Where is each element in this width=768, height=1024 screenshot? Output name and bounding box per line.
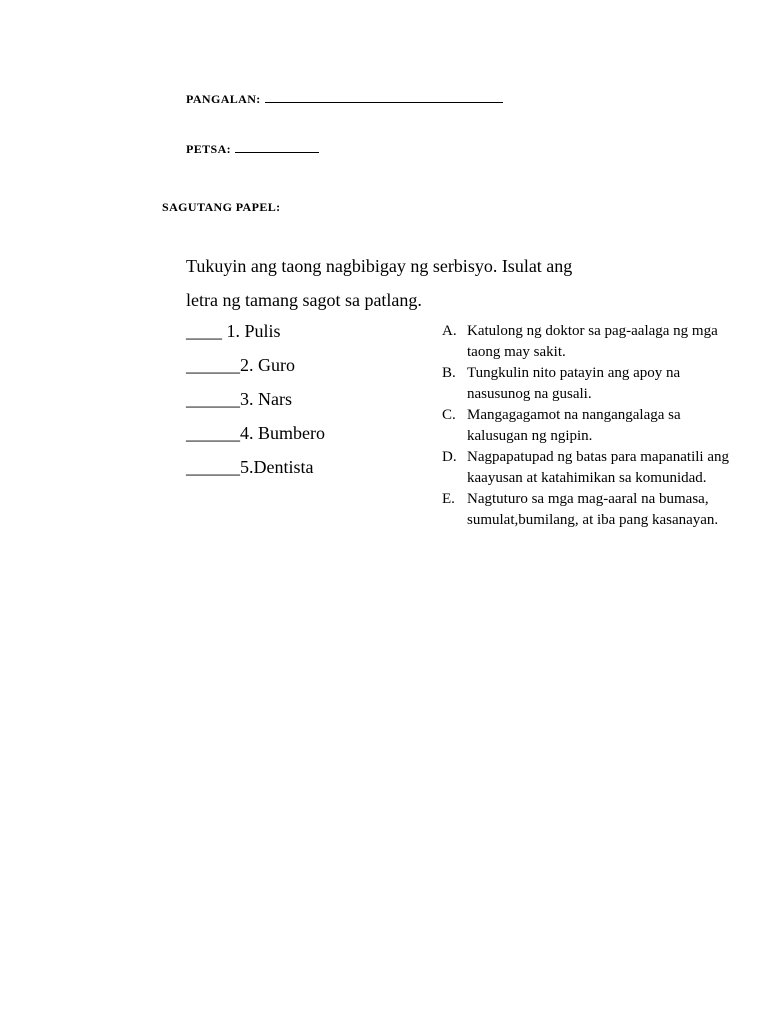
instructions-line-1: Tukuyin ang taong nagbibigay ng serbisyo. Isulat ang [186,256,573,276]
item-2[interactable]: ______2. Guro [186,355,295,375]
choice-c [442,405,742,447]
instructions-line-2: letra ng tamang sagot sa patlang. [186,290,422,310]
item-3[interactable]: ______3. Nars [186,389,292,409]
choice-letter: C. [442,407,456,423]
choice-a [442,321,742,363]
date-label: PETSA: [186,142,232,156]
choice-letter: B. [442,365,456,381]
date-field [186,140,319,156]
name-blank[interactable] [265,90,503,103]
item-5[interactable]: ______5.Dentista [186,457,314,477]
item-4[interactable]: ______4. Bumbero [186,423,325,443]
choice-d [442,447,742,489]
choice-text: Nagtuturo sa mga mag-aaral na bumasa, sumulat,bumilang, at iba pang kasanayan. [467,491,719,528]
choice-b [442,363,742,405]
item-list [186,314,325,484]
choice-text: Tungkulin nito patayin ang apoy na nasusunog na gusali. [467,365,681,402]
instructions [186,249,666,317]
name-field [186,90,503,106]
choice-letter: A. [442,323,457,339]
choice-letter: D. [442,449,457,465]
choice-e [442,489,742,531]
item-1[interactable]: ____ 1. Pulis [186,321,281,341]
choice-text: Katulong ng doktor sa pag-aalaga ng mga taong may sakit. [467,323,718,360]
answer-sheet-heading: SAGUTANG PAPEL: [162,200,281,214]
choice-text: Mangagagamot na nangangalaga sa kalusugan ng ngipin. [467,407,681,444]
date-blank[interactable] [235,140,319,153]
name-label: PANGALAN: [186,92,261,106]
choice-list [442,321,742,531]
choice-text: Nagpapatupad ng batas para mapanatili ang kaayusan at katahimikan sa komunidad. [467,449,729,486]
choice-letter: E. [442,491,455,507]
